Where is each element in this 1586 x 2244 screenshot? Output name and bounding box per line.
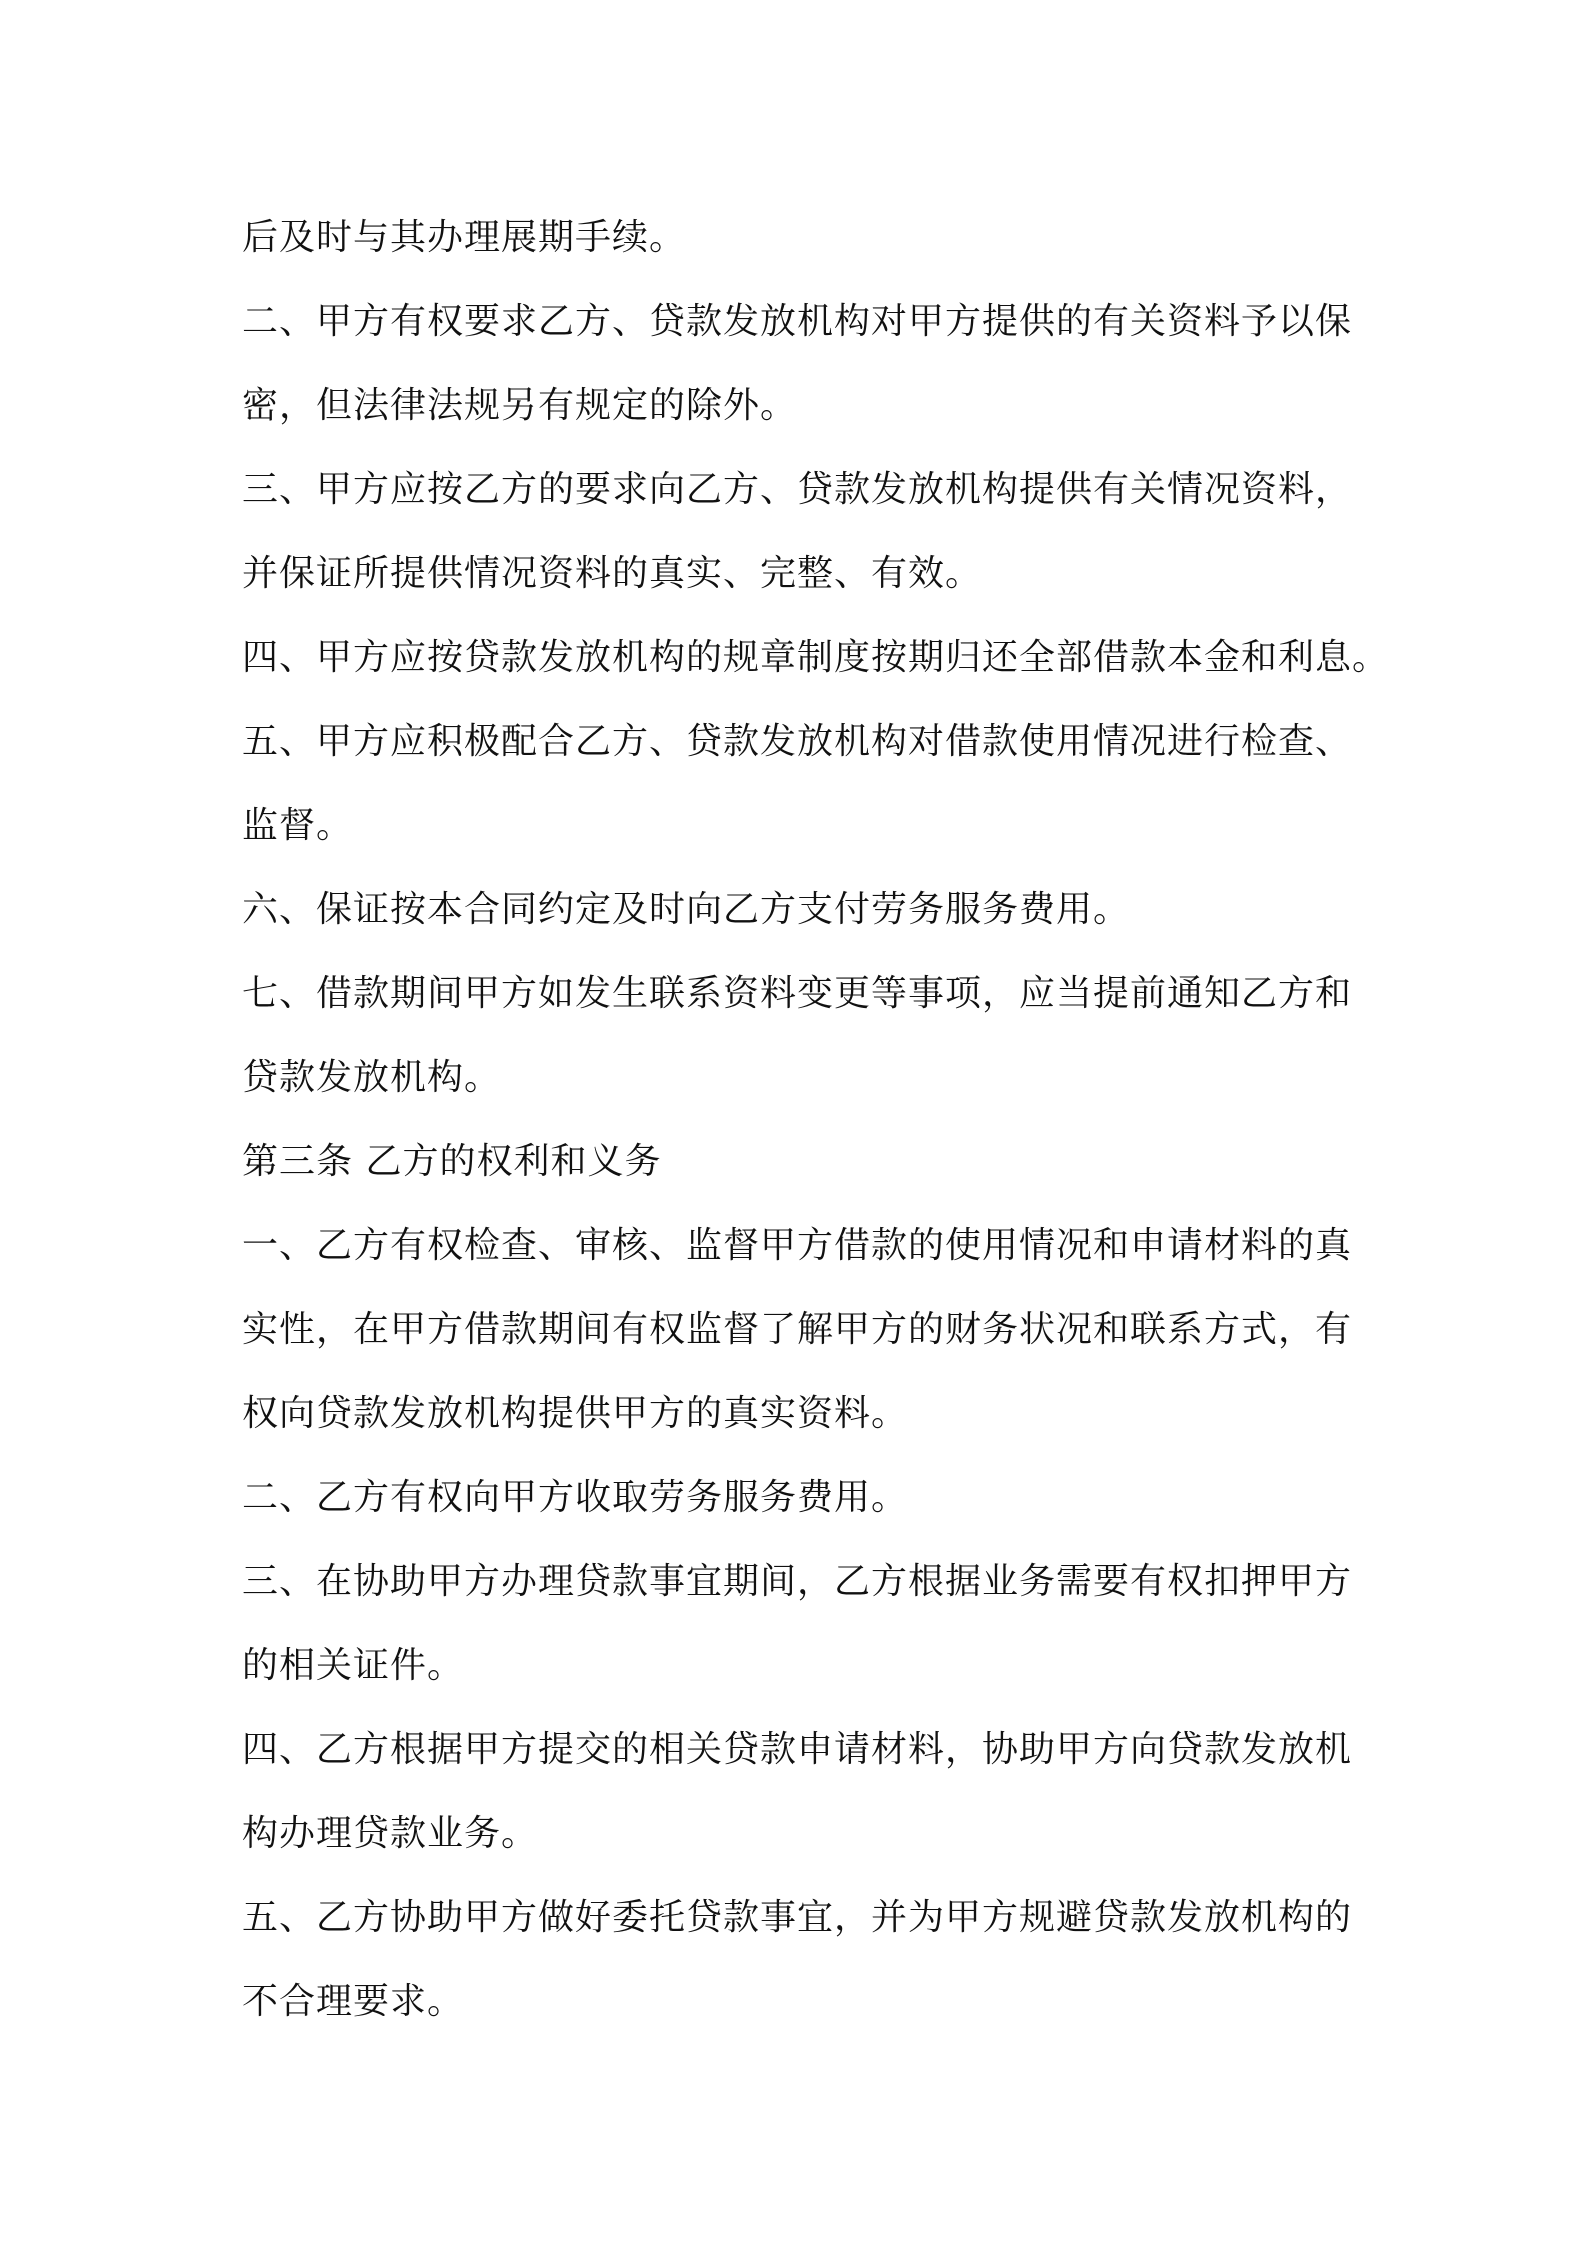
text-line: 不合理要求。 [242, 1981, 465, 2022]
text-line: 后及时与其办理展期手续。 [242, 217, 687, 258]
text-line: 并保证所提供情况资料的真实、完整、有效。 [242, 553, 983, 594]
section-heading: 第三条 乙方的权利和义务 [242, 1141, 662, 1182]
text-line: 四、乙方根据甲方提交的相关贷款申请材料，协助甲方向贷款发放机 [242, 1729, 1353, 1770]
text-line: 三、甲方应按乙方的要求向乙方、贷款发放机构提供有关情况资料， [242, 469, 1353, 510]
text-line: 四、甲方应按贷款发放机构的规章制度按期归还全部借款本金和利息。 [242, 637, 1390, 678]
text-line: 监督。 [242, 805, 354, 846]
text-line: 权向贷款发放机构提供甲方的真实资料。 [242, 1393, 909, 1434]
text-line: 六、保证按本合同约定及时向乙方支付劳务服务费用。 [242, 889, 1131, 930]
text-line: 实性，在甲方借款期间有权监督了解甲方的财务状况和联系方式，有 [242, 1309, 1353, 1350]
text-line: 七、借款期间甲方如发生联系资料变更等事项，应当提前通知乙方和 [242, 973, 1353, 1014]
text-line: 二、乙方有权向甲方收取劳务服务费用。 [242, 1477, 909, 1518]
text-line: 三、在协助甲方办理贷款事宜期间，乙方根据业务需要有权扣押甲方 [242, 1561, 1353, 1602]
contract-text-body [242, 196, 1390, 2044]
text-line: 贷款发放机构。 [242, 1057, 502, 1098]
text-line: 一、乙方有权检查、审核、监督甲方借款的使用情况和申请材料的真 [242, 1225, 1353, 1266]
text-line: 二、甲方有权要求乙方、贷款发放机构对甲方提供的有关资料予以保 [242, 301, 1353, 342]
text-line: 五、乙方协助甲方做好委托贷款事宜，并为甲方规避贷款发放机构的 [242, 1897, 1353, 1938]
text-line: 的相关证件。 [242, 1645, 465, 1686]
text-line: 五、甲方应积极配合乙方、贷款发放机构对借款使用情况进行检查、 [242, 721, 1353, 762]
text-line: 密，但法律法规另有规定的除外。 [242, 385, 798, 426]
text-line: 构办理贷款业务。 [242, 1813, 539, 1854]
